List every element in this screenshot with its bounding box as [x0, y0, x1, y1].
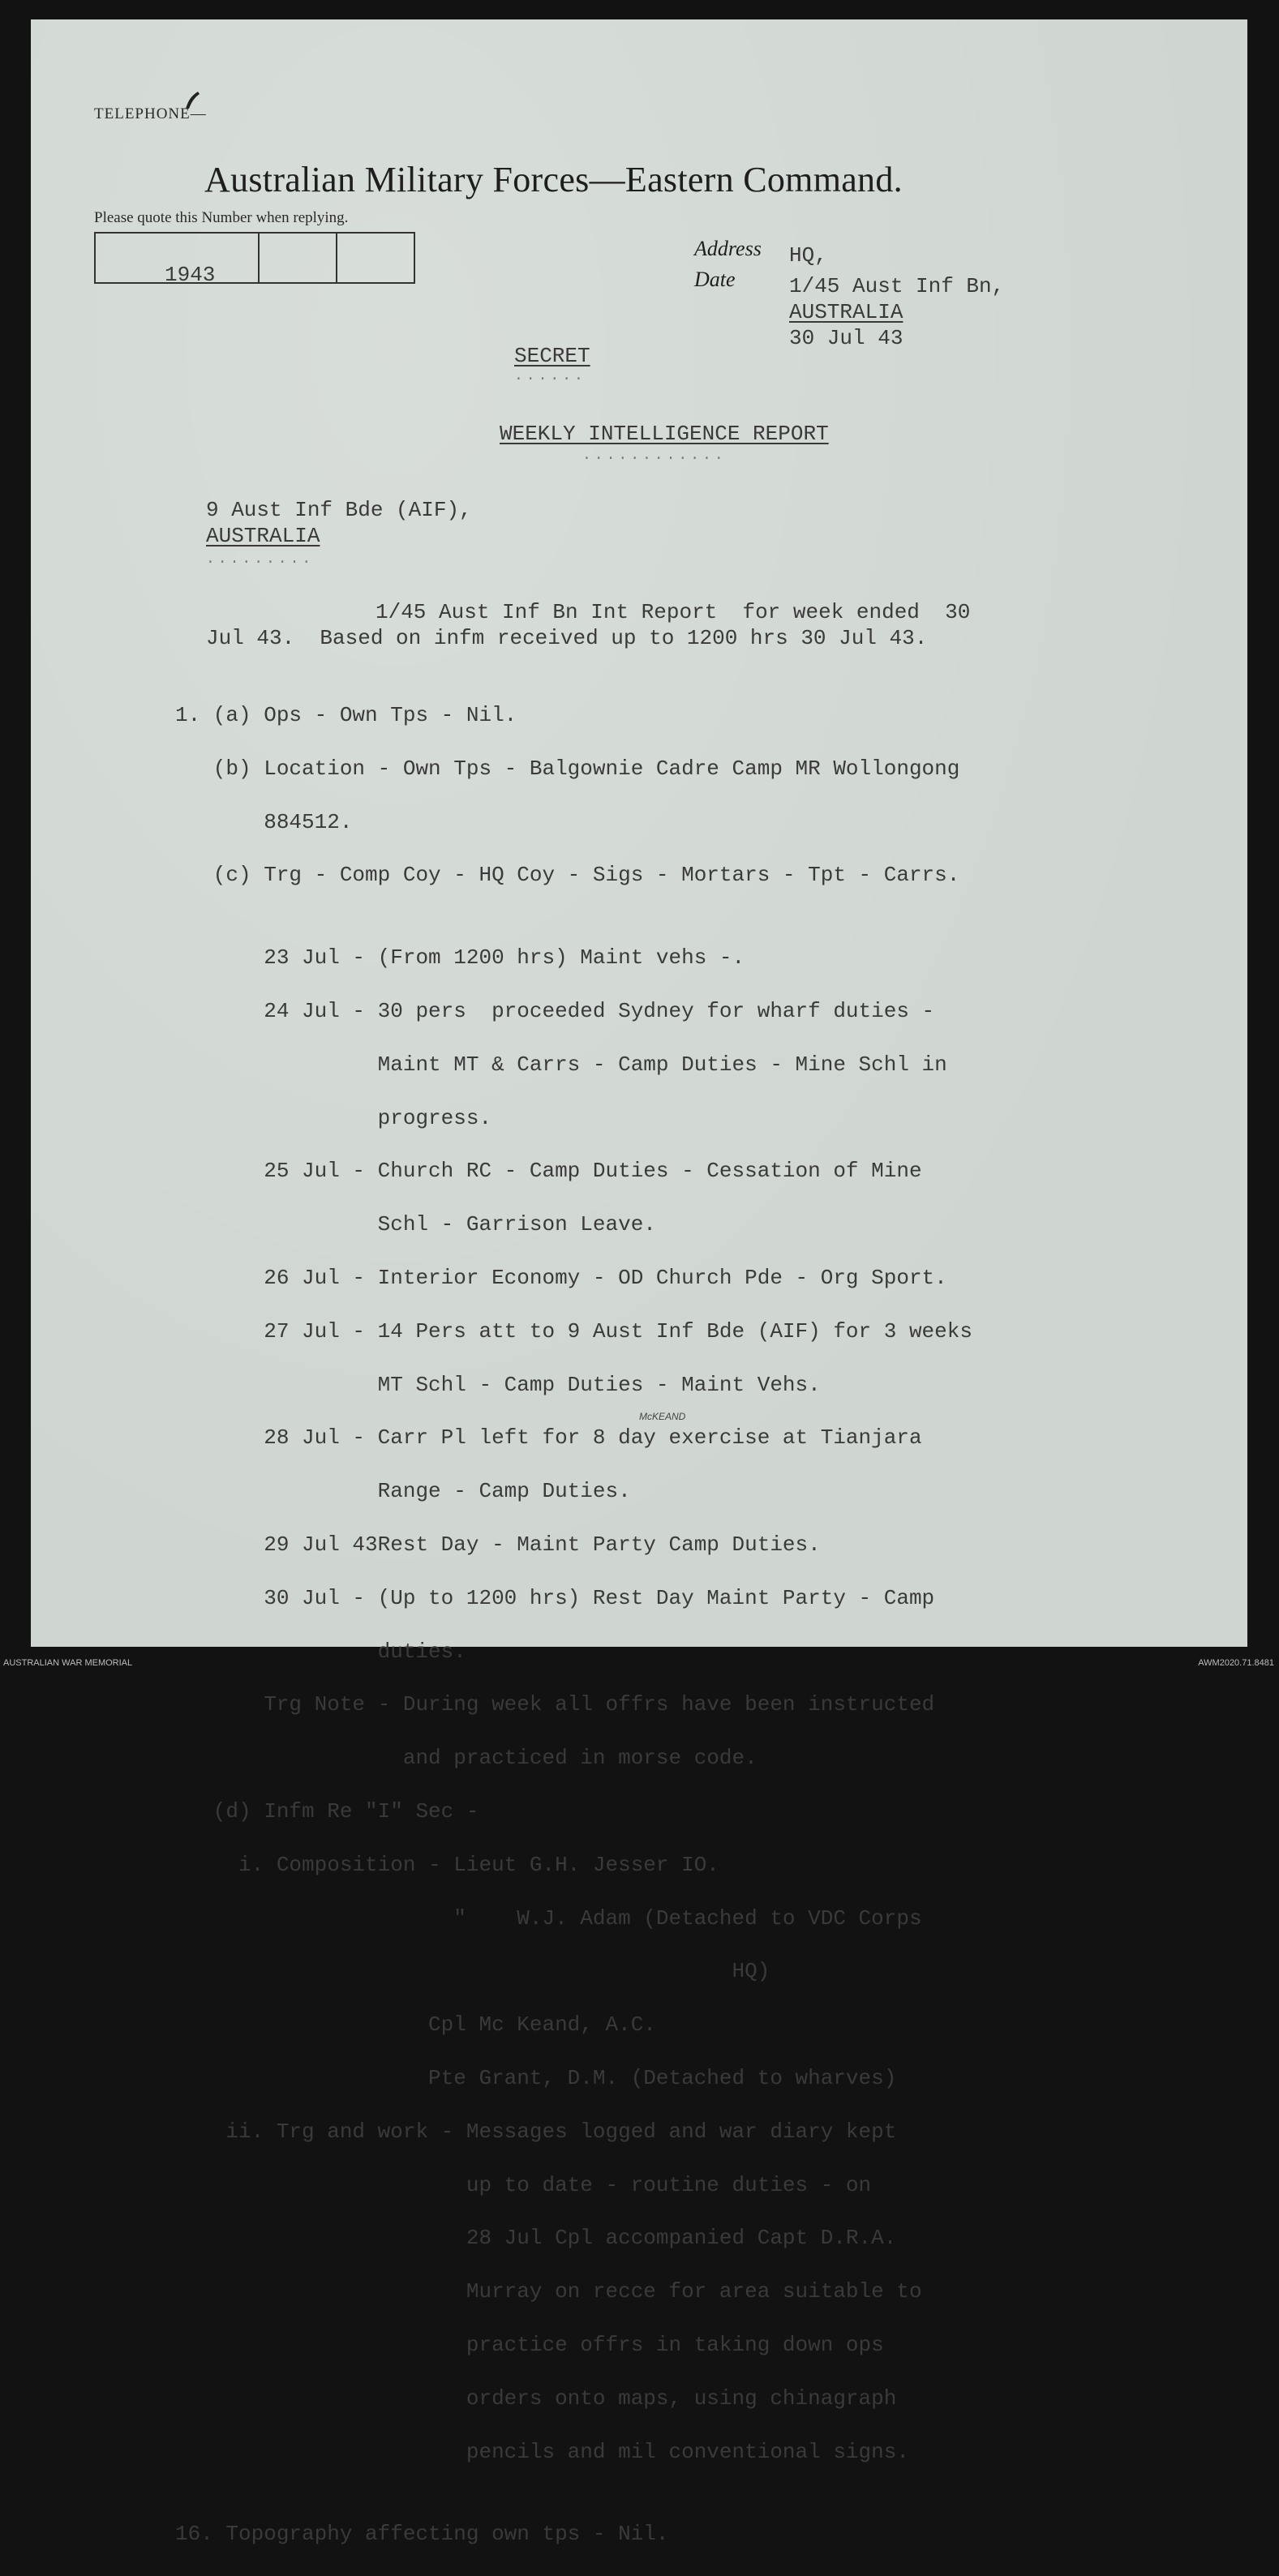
recipient-dots: .........	[206, 551, 315, 568]
body-line: Maint MT & Carrs - Camp Duties - Mine Schl in	[175, 1052, 947, 1077]
body-line: MT Schl - Camp Duties - Maint Vehs.	[175, 1372, 821, 1397]
body-line: 25 Jul - Church RC - Camp Duties - Cessation of Mine	[175, 1159, 922, 1184]
body-line: pencils and mil conventional signs.	[175, 2439, 909, 2464]
body-line: (c) Trg - Comp Coy - HQ Coy - Sigs - Mortars - Tpt - Carrs.	[175, 863, 960, 888]
classification-marking: SECRET	[514, 344, 590, 368]
footer-left: AUSTRALIAN WAR MEMORIAL	[3, 1658, 133, 1668]
body-line: Range - Camp Duties.	[175, 1479, 631, 1504]
reference-number: 1943	[165, 263, 216, 287]
address-label: Address	[694, 237, 762, 260]
body-line: 1. (a) Ops - Own Tps - Nil.	[175, 703, 517, 727]
body-line: Trg Note - During week all offrs have been instructed	[175, 1692, 935, 1717]
document-date: 30 Jul 43	[789, 326, 903, 350]
body-line: 30 Jul - (Up to 1200 hrs) Rest Day Maint Party - Camp	[175, 1585, 935, 1610]
body-line: 884512.	[175, 809, 353, 834]
telephone-label: TELEPHONE—	[94, 105, 207, 122]
body-line: 27 Jul - 14 Pers att to 9 Aust Inf Bde (AIF) for 3 weeks	[175, 1318, 972, 1344]
date-label: Date	[694, 268, 736, 291]
address-line-hq: HQ,	[789, 243, 827, 268]
recipient-unit: 9 Aust Inf Bde (AIF),	[206, 498, 472, 522]
report-body	[175, 675, 972, 2576]
body-line: i. Composition - Lieut G.H. Jesser IO.	[175, 1852, 719, 1877]
body-line: Murray on recce for area suitable to	[175, 2279, 922, 2304]
body-line: and practiced in morse code.	[175, 1746, 758, 1771]
body-line: 28 Jul - Carr Pl left for 8 day exercise at Tianjara	[175, 1425, 922, 1451]
intro-line-1: 1/45 Aust Inf Bn Int Report for week ended 30	[376, 600, 971, 624]
body-line: up to date - routine duties - on	[175, 2172, 872, 2197]
body-line: orders onto maps, using chinagraph	[175, 2385, 897, 2411]
body-line: (b) Location - Own Tps - Balgownie Cadre Camp MR Wollongong	[175, 756, 960, 781]
handwritten-insert: McKEAND	[639, 1411, 686, 1422]
footer-right: AWM2020.71.8481	[1198, 1658, 1274, 1668]
body-line: Schl - Garrison Leave.	[175, 1212, 656, 1237]
letterhead-title: Australian Military Forces—Eastern Command.	[204, 160, 903, 199]
body-line: practice offrs in taking down ops	[175, 2332, 884, 2357]
body-line: (d) Infm Re "I" Sec -	[175, 1798, 479, 1824]
body-line: HQ)	[175, 1959, 770, 1984]
body-line: " W.J. Adam (Detached to VDC Corps	[175, 1905, 922, 1931]
body-line: progress.	[175, 1105, 492, 1130]
body-line: Cpl Mc Keand, A.C.	[175, 2012, 656, 2038]
body-line: ii. Trg and work - Messages logged and war diary kept	[175, 2119, 897, 2144]
body-line: 29 Jul 43Rest Day - Maint Party Camp Duties.	[175, 1532, 821, 1557]
quote-number-note: Please quote this Number when replying.	[94, 209, 349, 226]
body-line: duties.	[175, 1639, 466, 1664]
address-line-unit: 1/45 Aust Inf Bn,	[789, 274, 1005, 298]
body-line: 26 Jul - Interior Economy - OD Church Pde - Org Sport.	[175, 1265, 947, 1290]
body-line: Pte Grant, D.M. (Detached to wharves)	[175, 2065, 897, 2090]
recipient-country: AUSTRALIA	[206, 524, 320, 548]
intro-line-2: Jul 43. Based on infm received up to 1200 hrs 30 Jul 43.	[206, 626, 928, 650]
body-line: 23 Jul - (From 1200 hrs) Maint vehs -.	[175, 945, 745, 971]
report-title: WEEKLY INTELLIGENCE REPORT	[500, 422, 829, 446]
address-line-country: AUSTRALIA	[789, 300, 903, 324]
body-line: 24 Jul - 30 pers proceeded Sydney for wharf duties -	[175, 998, 935, 1023]
body-line: 16. Topography affecting own tps - Nil.	[175, 2522, 669, 2547]
body-line: 28 Jul Cpl accompanied Capt D.R.A.	[175, 2226, 897, 2251]
title-dots: ............	[582, 448, 727, 464]
classification-dots: ......	[514, 368, 586, 384]
reference-number-box	[94, 232, 415, 284]
